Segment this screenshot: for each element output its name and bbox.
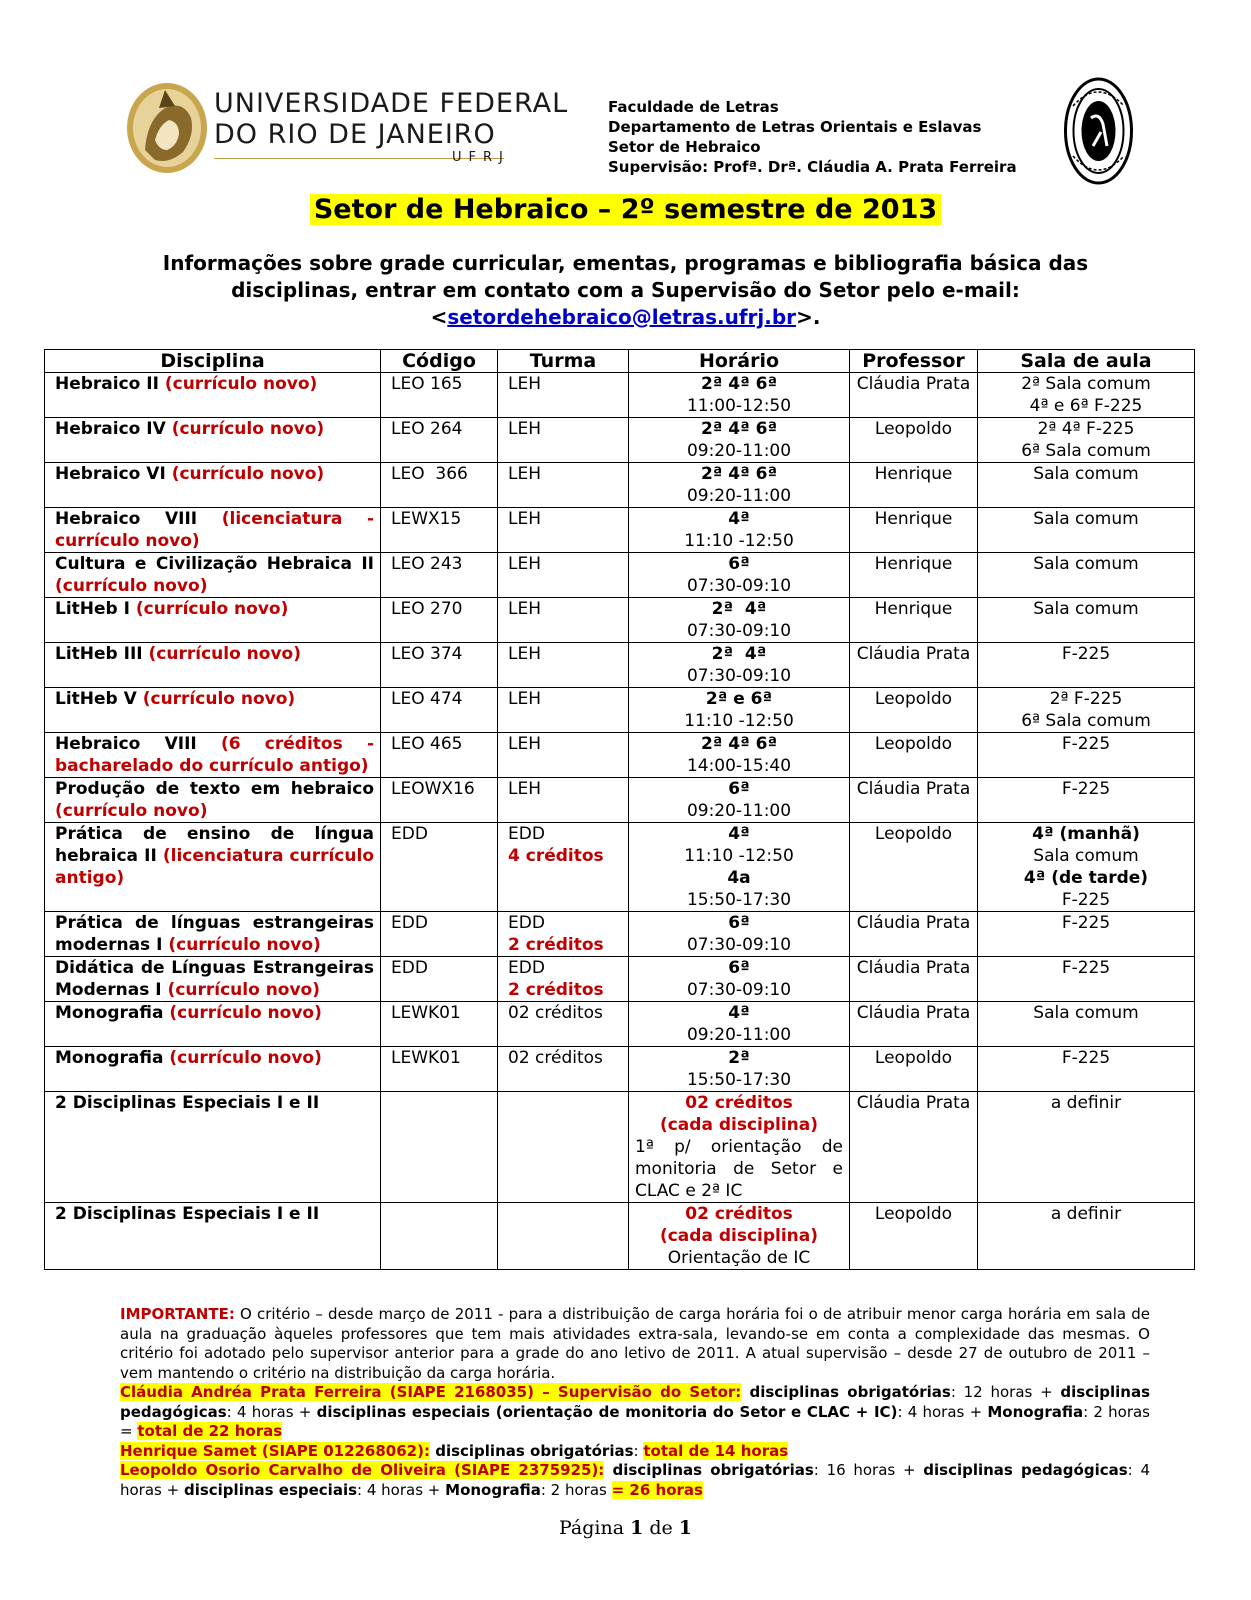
sala-line: F-225 — [1061, 913, 1111, 933]
sala-line: 4ª (de tarde) — [1023, 868, 1149, 888]
header-sala: Sala de aula — [978, 350, 1195, 373]
table-row — [45, 463, 1195, 508]
horario-credits: 02 créditos — [685, 1093, 793, 1113]
workload-hours: : 4 horas + — [226, 1402, 317, 1421]
horario-time: 09:20-11:00 — [686, 486, 792, 506]
cell-professor: Henrique — [850, 463, 978, 508]
cell-codigo: LEO 270 — [381, 598, 498, 643]
workload-label: disciplinas especiais — [183, 1480, 358, 1499]
cell-professor: Cláudia Prata — [850, 643, 978, 688]
horario-time: 09:20-11:00 — [686, 1025, 792, 1045]
workload-label: disciplinas pedagógicas — [120, 1383, 1151, 1421]
cell-horario — [629, 508, 850, 553]
header-disciplina: Disciplina — [45, 350, 381, 373]
horario-days: 2ª 4ª — [711, 599, 767, 619]
header-horario: Horário — [629, 350, 850, 373]
discipline-name: Produção de texto em hebraico — [55, 779, 374, 799]
horario-time: 07:30-09:10 — [686, 576, 792, 596]
table-header-row — [45, 350, 1195, 373]
cell-turma: LEH — [498, 598, 629, 643]
cell-sala — [978, 463, 1195, 508]
cell-disciplina — [45, 598, 381, 643]
leopoldo-name: Leopoldo Osorio Carvalho de Oliveira (SIAPE 2375925): — [120, 1461, 605, 1479]
discipline-note: (licenciatura - currículo novo) — [55, 509, 374, 551]
horario-time: 15:50-17:30 — [686, 1070, 792, 1090]
table-row — [45, 778, 1195, 823]
henrique-name: Henrique Samet (SIAPE 012268062): — [120, 1441, 430, 1460]
horario-days: 6ª — [728, 779, 750, 799]
email-close-bracket: >. — [796, 305, 821, 329]
horario-time: 07:30-09:10 — [686, 621, 792, 641]
sala-line: 2ª F-225 — [1049, 689, 1123, 709]
discipline-note: (currículo novo) — [171, 464, 325, 484]
cell-horario — [629, 1203, 850, 1270]
sala-line: F-225 — [1061, 734, 1111, 754]
cell-disciplina — [45, 957, 381, 1002]
discipline-note: (currículo novo) — [169, 1048, 322, 1068]
intro-paragraph — [130, 250, 1121, 331]
cell-professor: Leopoldo — [850, 418, 978, 463]
horario-time: 07:30-09:10 — [686, 666, 792, 686]
cell-codigo: LEO 165 — [381, 373, 498, 418]
cell-turma: 02 créditos — [498, 1002, 629, 1047]
cell-turma — [498, 1092, 629, 1203]
horario-days: 2ª 4ª 6ª — [700, 734, 778, 754]
discipline-note: (6 créditos - bacharelado do currículo antigo) — [55, 734, 374, 776]
horario-days: 4a — [727, 868, 751, 888]
cell-professor: Cláudia Prata — [850, 912, 978, 957]
workload-total: total de 14 horas — [643, 1441, 789, 1460]
cell-professor: Leopoldo — [850, 733, 978, 778]
turma-value: EDD — [508, 913, 545, 933]
sala-line: Sala comum — [1033, 1003, 1139, 1023]
table-row — [45, 373, 1195, 418]
table-row — [45, 1047, 1195, 1092]
page-title-container — [0, 194, 1251, 225]
cell-horario — [629, 688, 850, 733]
cell-professor: Cláudia Prata — [850, 778, 978, 823]
page-of-label: de — [643, 1517, 679, 1539]
table-row — [45, 688, 1195, 733]
header-codigo: Código — [381, 350, 498, 373]
cell-codigo: LEO 374 — [381, 643, 498, 688]
table-row — [45, 957, 1195, 1002]
table-row — [45, 553, 1195, 598]
cell-codigo: LEOWX16 — [381, 778, 498, 823]
sector-seal-logo — [1063, 76, 1134, 186]
important-note — [120, 1305, 1150, 1383]
turma-value: EDD — [508, 824, 545, 844]
discipline-note: (currículo novo) — [164, 374, 318, 394]
table-row — [45, 1203, 1195, 1270]
sala-line: 4ª (manhã) — [1032, 824, 1140, 844]
sala-line: 2ª 4ª F-225 — [1037, 419, 1135, 439]
horario-time: 07:30-09:10 — [686, 935, 792, 955]
cell-sala — [978, 778, 1195, 823]
cell-sala — [978, 1047, 1195, 1092]
cell-disciplina — [45, 1092, 381, 1203]
table-row — [45, 418, 1195, 463]
horario-time: 11:10 -12:50 — [684, 531, 794, 551]
table-row — [45, 1092, 1195, 1203]
table-row — [45, 823, 1195, 912]
workload-hours: : 4 horas + — [357, 1480, 446, 1499]
sector-name: Setor de Hebraico — [608, 138, 761, 156]
supervision-line: Supervisão: Profª. Drª. Cláudia A. Prata Ferreira — [608, 158, 1017, 176]
cell-sala — [978, 508, 1195, 553]
important-label: IMPORTANTE: — [120, 1305, 235, 1323]
cell-sala — [978, 1002, 1195, 1047]
discipline-name: 2 Disciplinas Especiais I e II — [55, 1204, 320, 1224]
discipline-name: Hebraico VIII — [55, 509, 198, 529]
cell-professor: Leopoldo — [850, 1203, 978, 1270]
discipline-name: Hebraico IV — [55, 419, 166, 439]
cell-professor: Leopoldo — [850, 823, 978, 912]
cell-codigo — [381, 1203, 498, 1270]
cell-disciplina — [45, 733, 381, 778]
discipline-name: LitHeb I — [55, 599, 130, 619]
cell-turma — [498, 1203, 629, 1270]
discipline-note: (currículo novo) — [148, 644, 301, 664]
horario-days: 4ª — [728, 824, 750, 844]
discipline-name: Cultura e Civilização Hebraica II — [55, 554, 374, 574]
discipline-note: (currículo novo) — [142, 689, 296, 709]
cell-disciplina — [45, 643, 381, 688]
horario-description: Orientação de IC — [667, 1248, 811, 1268]
workload-hours: : 12 horas + — [950, 1383, 1061, 1401]
horario-days: 6ª — [728, 913, 750, 933]
cell-horario — [629, 598, 850, 643]
cell-codigo: LEWK01 — [381, 1047, 498, 1092]
cell-turma: LEH — [498, 373, 629, 418]
sala-line: a definir — [1050, 1093, 1122, 1113]
horario-time: 11:10 -12:50 — [684, 711, 794, 731]
cell-codigo: LEO 474 — [381, 688, 498, 733]
horario-time: 14:00-15:40 — [686, 756, 792, 776]
horario-description: 1ª p/ orientação de monitoria de Setor e CLAC e 2ª IC — [635, 1137, 843, 1201]
cell-disciplina — [45, 1047, 381, 1092]
cell-codigo: LEWK01 — [381, 1002, 498, 1047]
sala-line: F-225 — [1061, 1048, 1111, 1068]
cell-professor: Cláudia Prata — [850, 1002, 978, 1047]
discipline-name: Hebraico VI — [55, 464, 166, 484]
discipline-name: Monografia — [55, 1048, 164, 1068]
cell-sala — [978, 553, 1195, 598]
cell-disciplina — [45, 553, 381, 598]
cell-horario — [629, 1047, 850, 1092]
cell-turma — [498, 823, 629, 912]
cell-professor: Cláudia Prata — [850, 957, 978, 1002]
cell-horario — [629, 418, 850, 463]
schedule-table — [44, 349, 1195, 1270]
turma-credits: 4 créditos — [508, 846, 604, 866]
cell-sala — [978, 912, 1195, 957]
sala-line: F-225 — [1061, 644, 1111, 664]
horario-days: 2ª 4ª 6ª — [700, 374, 778, 394]
horario-days: 6ª — [728, 958, 750, 978]
sala-line: Sala comum — [1033, 599, 1139, 619]
cell-sala — [978, 373, 1195, 418]
sala-line: F-225 — [1061, 890, 1111, 910]
university-name — [214, 88, 568, 150]
cell-codigo — [381, 1092, 498, 1203]
workload-hours: : 4 horas + — [897, 1402, 988, 1421]
discipline-name: Prática de línguas estrangeiras modernas I — [55, 913, 374, 955]
university-name-line2: DO RIO DE JANEIRO — [214, 119, 496, 150]
cell-sala — [978, 823, 1195, 912]
turma-credits: 2 créditos — [508, 935, 604, 955]
workload-total: = 26 horas — [611, 1480, 703, 1499]
important-text: O critério – desde março de 2011 - para a distribuição de carga horária foi o de atribuir menor carga horária em sala de aula na graduação àqueles professores que tem mais atividades extra-sala, levando-se em conta a complexidade das mesmas. O critério foi adotado pelo supervisor anterior para a grade do ano letivo de 2011. A atual supervisão – desde 27 de outubro de 2011 – vem mantendo o critério na distribuição da carga horária. — [120, 1305, 1150, 1382]
sala-line: Sala comum — [1033, 846, 1139, 866]
cell-professor: Leopoldo — [850, 688, 978, 733]
cell-disciplina — [45, 688, 381, 733]
horario-time: 09:20-11:00 — [686, 441, 792, 461]
cell-turma: LEH — [498, 733, 629, 778]
horario-credits-note: (cada disciplina) — [659, 1226, 819, 1246]
claudia-workload — [120, 1383, 1150, 1442]
faculty-name: Faculdade de Letras — [608, 98, 779, 116]
cell-sala — [978, 598, 1195, 643]
cell-horario — [629, 778, 850, 823]
cell-professor: Henrique — [850, 553, 978, 598]
cell-disciplina — [45, 1002, 381, 1047]
horario-time: 11:00-12:50 — [686, 396, 792, 416]
discipline-name: LitHeb V — [55, 689, 137, 709]
cell-horario — [629, 1092, 850, 1203]
horario-days: 4ª — [728, 1003, 750, 1023]
sala-line: Sala comum — [1033, 464, 1139, 484]
cell-codigo: LEWX15 — [381, 508, 498, 553]
cell-turma: LEH — [498, 508, 629, 553]
current-page: 1 — [630, 1517, 644, 1539]
workload-label: disciplinas obrigatórias — [741, 1383, 951, 1401]
horario-credits: 02 créditos — [685, 1204, 793, 1224]
discipline-name: Prática de ensino de língua hebraica II — [55, 824, 374, 866]
cell-codigo: EDD — [381, 957, 498, 1002]
discipline-note: (currículo novo) — [171, 419, 325, 439]
cell-sala — [978, 418, 1195, 463]
cell-disciplina — [45, 373, 381, 418]
cell-horario — [629, 957, 850, 1002]
table-row — [45, 598, 1195, 643]
discipline-note: (currículo novo) — [55, 576, 208, 596]
horario-time: 09:20-11:00 — [686, 801, 792, 821]
workload-label: disciplinas obrigatórias — [604, 1461, 814, 1479]
cell-sala — [978, 1092, 1195, 1203]
henrique-workload — [120, 1442, 1150, 1462]
workload-total: total de 22 horas — [137, 1422, 283, 1440]
header-info-block — [608, 97, 1017, 177]
cell-turma: LEH — [498, 553, 629, 598]
cell-disciplina — [45, 912, 381, 957]
turma-value: EDD — [508, 958, 545, 978]
cell-professor: Leopoldo — [850, 1047, 978, 1092]
email-open-bracket: < — [430, 305, 448, 329]
workload-hours: : 4 horas + — [120, 1461, 1150, 1499]
cell-horario — [629, 733, 850, 778]
sala-line: F-225 — [1061, 958, 1111, 978]
workload-hours: : — [633, 1441, 644, 1460]
horario-time: 15:50-17:30 — [686, 890, 792, 910]
horario-days: 6ª — [728, 554, 750, 574]
cell-turma: 02 créditos — [498, 1047, 629, 1092]
horario-days: 2ª — [728, 1048, 750, 1068]
workload-label: disciplinas pedagógicas — [923, 1461, 1128, 1479]
university-name-line1: UNIVERSIDADE FEDERAL — [214, 88, 569, 119]
table-row — [45, 733, 1195, 778]
workload-hours: : 2 horas = — [120, 1402, 1150, 1440]
table-row — [45, 1002, 1195, 1047]
claudia-name: Cláudia Andréa Prata Ferreira (SIAPE 2168035) – Supervisão do Setor: — [120, 1383, 742, 1401]
cell-horario — [629, 643, 850, 688]
cell-sala — [978, 1203, 1195, 1270]
cell-sala — [978, 643, 1195, 688]
cell-professor: Henrique — [850, 598, 978, 643]
horario-credits-note: (cada disciplina) — [659, 1115, 819, 1135]
cell-disciplina — [45, 508, 381, 553]
workload-hours: : 16 horas + — [813, 1461, 924, 1479]
ufrj-minerva-logo — [125, 80, 209, 175]
cell-turma: LEH — [498, 688, 629, 733]
header-turma: Turma — [498, 350, 629, 373]
sala-line: 6ª Sala comum — [1021, 441, 1151, 461]
cell-sala — [978, 688, 1195, 733]
turma-credits: 2 créditos — [508, 980, 604, 1000]
discipline-note: (currículo novo) — [55, 801, 208, 821]
horario-time: 11:10 -12:50 — [684, 846, 794, 866]
table-row — [45, 508, 1195, 553]
horario-days: 2ª 4ª 6ª — [700, 419, 778, 439]
discipline-name: 2 Disciplinas Especiais I e II — [55, 1093, 320, 1113]
cell-codigo: LEO 243 — [381, 553, 498, 598]
cell-codigo: EDD — [381, 912, 498, 957]
department-name: Departamento de Letras Orientais e Eslavas — [608, 118, 982, 136]
cell-turma — [498, 912, 629, 957]
cell-horario — [629, 1002, 850, 1047]
workload-hours: : 2 horas — [540, 1480, 612, 1499]
workload-label: Monografia — [445, 1480, 541, 1499]
cell-professor: Cláudia Prata — [850, 373, 978, 418]
cell-sala — [978, 957, 1195, 1002]
notes-block — [120, 1305, 1150, 1500]
cell-turma: LEH — [498, 643, 629, 688]
discipline-note: (currículo novo) — [169, 1003, 322, 1023]
page-label: Página — [558, 1517, 631, 1539]
sala-line: F-225 — [1061, 779, 1111, 799]
cell-professor: Cláudia Prata — [850, 1092, 978, 1203]
cell-professor: Henrique — [850, 508, 978, 553]
sala-line: 4ª e 6ª F-225 — [1029, 396, 1143, 416]
cell-turma: LEH — [498, 463, 629, 508]
sala-line: 2ª Sala comum — [1021, 374, 1151, 394]
workload-label: disciplinas especiais (orientação de monitoria do Setor e CLAC + IC) — [316, 1402, 898, 1421]
discipline-name: Monografia — [55, 1003, 164, 1023]
horario-days: 2ª 4ª 6ª — [700, 464, 778, 484]
sala-line: a definir — [1050, 1204, 1122, 1224]
table-row — [45, 643, 1195, 688]
cell-codigo: LEO 465 — [381, 733, 498, 778]
leopoldo-workload — [120, 1461, 1150, 1500]
cell-disciplina — [45, 1203, 381, 1270]
cell-turma: LEH — [498, 778, 629, 823]
university-abbreviation: UFRJ — [452, 150, 510, 165]
total-pages: 1 — [678, 1517, 693, 1539]
discipline-name: Hebraico VIII — [55, 734, 197, 754]
cell-turma — [498, 957, 629, 1002]
cell-codigo: LEO 366 — [381, 463, 498, 508]
cell-horario — [629, 912, 850, 957]
cell-horario — [629, 463, 850, 508]
discipline-name: Hebraico II — [55, 374, 159, 394]
cell-disciplina — [45, 823, 381, 912]
sala-line: Sala comum — [1033, 509, 1139, 529]
horario-days: 4ª — [728, 509, 750, 529]
discipline-name: LitHeb III — [55, 644, 143, 664]
page-number-footer — [0, 1517, 1251, 1539]
cell-codigo: LEO 264 — [381, 418, 498, 463]
intro-text: Informações sobre grade curricular, ementas, programas e bibliografia básica das disciplinas, entrar em contato com a Supervisão do Setor pelo e-mail: — [162, 251, 1089, 302]
workload-label: Monografia — [987, 1402, 1084, 1421]
cell-disciplina — [45, 418, 381, 463]
cell-disciplina — [45, 778, 381, 823]
table-row — [45, 912, 1195, 957]
contact-email-link[interactable]: setordehebraico@letras.ufrj.br — [447, 305, 797, 329]
cell-turma: LEH — [498, 418, 629, 463]
horario-days: 2ª e 6ª — [705, 689, 773, 709]
cell-disciplina — [45, 463, 381, 508]
discipline-note: (currículo novo) — [167, 980, 321, 1000]
horario-days: 2ª 4ª — [711, 644, 767, 664]
sala-line: 6ª Sala comum — [1021, 711, 1151, 731]
discipline-note: (currículo novo) — [168, 935, 321, 955]
horario-time: 07:30-09:10 — [686, 980, 792, 1000]
cell-sala — [978, 733, 1195, 778]
page-title: Setor de Hebraico – 2º semestre de 2013 — [310, 194, 941, 225]
workload-label: disciplinas obrigatórias — [429, 1441, 634, 1460]
cell-codigo: EDD — [381, 823, 498, 912]
cell-horario — [629, 823, 850, 912]
discipline-note: (currículo novo) — [135, 599, 289, 619]
sala-line: Sala comum — [1033, 554, 1139, 574]
header-professor: Professor — [850, 350, 978, 373]
cell-horario — [629, 553, 850, 598]
cell-horario — [629, 373, 850, 418]
discipline-name: Didática de Línguas Estrangeiras Modernas I — [55, 958, 374, 1000]
discipline-note: (licenciatura currículo antigo) — [55, 846, 374, 888]
